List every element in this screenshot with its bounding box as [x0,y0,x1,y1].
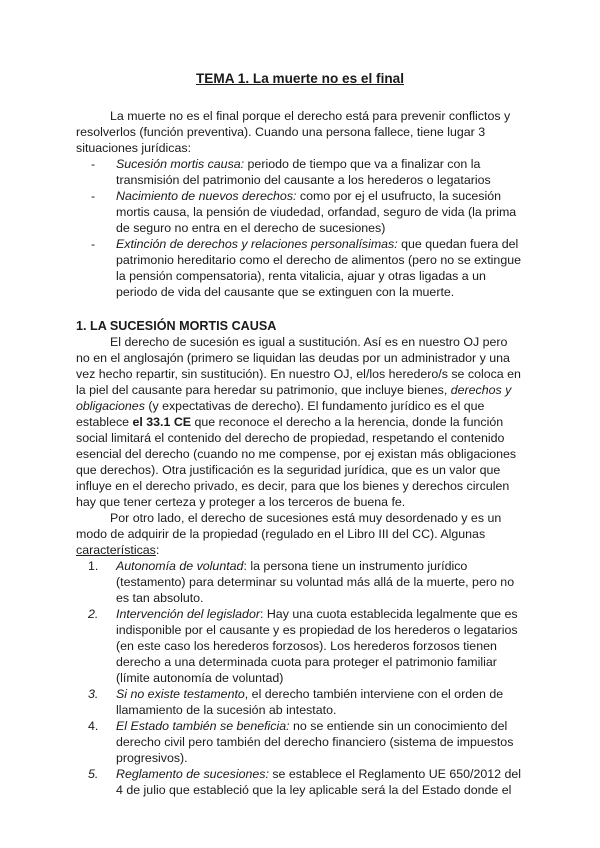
list-item-text: periodo de tiempo que va a finalizar con la transmisión del patrimonio del causante a los herederos o legatarios [116,157,491,187]
page-title: TEMA 1. La muerte no es el final [196,71,404,86]
paragraph-text: Por otro lado, el derecho de sucesiones está muy desordenado y es un modo de adquirir de la propiedad (regulado en el Libro III del CC). Algunas [76,511,502,541]
list-item-text: no se entiende sin un conocimiento del derecho civil pero también del derecho financiero (sistema de impuestos progresivos). [116,719,514,765]
list-item-term: Reglamento de sucesiones: [116,767,269,781]
list-number: 1. [88,559,99,573]
list-number: 2. [88,607,99,621]
list-item-term: Intervención del legislador [116,607,260,621]
list-number: 4. [88,719,99,733]
section-paragraph-2 [76,510,524,558]
situations-list [76,156,524,300]
list-item [88,188,524,236]
list-item-text: se establece el Reglamento UE 650/2012 del 4 de julio que estableció que la ley aplicable será la del Estado donde el [116,767,522,797]
list-item-term: Nacimiento de nuevos derechos: [116,189,297,203]
list-item [88,718,524,766]
list-item-text: : Hay una cuota establecida legalmente que es indisponible por el causante y es propiedad de los herederos o legatarios (en este caso los herederos forzosos). Los herederos forzosos tienen derecho a una determinada cuota para proteger el patrimonio familiar (límite autonomía de voluntad) [116,607,518,685]
list-item-text: : la persona tiene un instrumento jurídico (testamento) para determinar su voluntad más allá de la muerte, pero no es tan absoluto. [116,559,515,605]
list-item [88,766,524,798]
list-item-text: como por ej el usufructo, la sucesión mortis causa, la pensión de viudedad, orfandad, seguro de vida (la prima de seguro no entra en el derecho de sucesiones) [116,189,517,235]
list-number: 3. [88,687,99,701]
list-item-term: Autonomía de voluntad [116,559,244,573]
list-item-term: Extinción de derechos y relaciones personalísimas: [116,237,398,251]
paragraph-italic: derechos y obligaciones [76,383,512,413]
paragraph-text: (y expectativas de derecho). El fundamento jurídico es el que establece [76,399,485,429]
paragraph-bold: el 33.1 CE [132,415,192,429]
section-paragraph-1 [76,334,524,510]
section-heading: 1. LA SUCESIÓN MORTIS CAUSA [76,319,277,333]
list-number: 5. [88,767,99,781]
paragraph-underlined: características [76,543,156,557]
list-item-term: Sucesión mortis causa: [116,157,245,171]
list-item-text: que quedan fuera del patrimonio hereditario como el derecho de alimentos (pero no se extingue la pensión compensatoria), renta vitalicia, ajuar y otras ligadas a un periodo de vida del causante que se extinguen con la muerte. [116,237,521,299]
list-item-term: El Estado también se beneficia: [116,719,290,733]
list-item-term: Si no existe testamento [116,687,245,701]
list-item [88,236,524,300]
list-item [88,606,524,686]
paragraph-text: que reconoce el derecho a la herencia, donde la función social limitará el contenido del derecho de propiedad, respetando el contenido esencial del derecho (cuando no me compense, por ej existan más obligaciones que derechos). Otra justificación es la seguridad jurídica, que es un valor que influye en el derecho privado, es decir, para que los bienes y derechos circulen hay que tener certeza y proteger a los terceros de buena fe. [76,415,517,509]
list-item-text: , el derecho también interviene con el orden de llamamiento de la sucesión ab intestato. [116,687,504,717]
features-list [76,558,524,798]
intro-paragraph: La muerte no es el final porque el derecho está para prevenir conflictos y resolverlos (función preventiva). Cuando una persona fallece, tiene lugar 3 situaciones jurídicas: [76,109,511,155]
paragraph-text: El derecho de sucesión es igual a sustitución. Así es en nuestro OJ pero no en el anglosajón (primero se liquidan las deudas por un administrador y una vez hecho repartir, sin sustitución). En nuestro OJ, el/los heredero/s se coloca en la piel del causante para heredar su patrimonio, que incluye bienes, [76,335,521,397]
paragraph-text: : [155,543,160,557]
list-item [88,686,524,718]
list-item [88,558,524,606]
list-item [88,156,524,188]
